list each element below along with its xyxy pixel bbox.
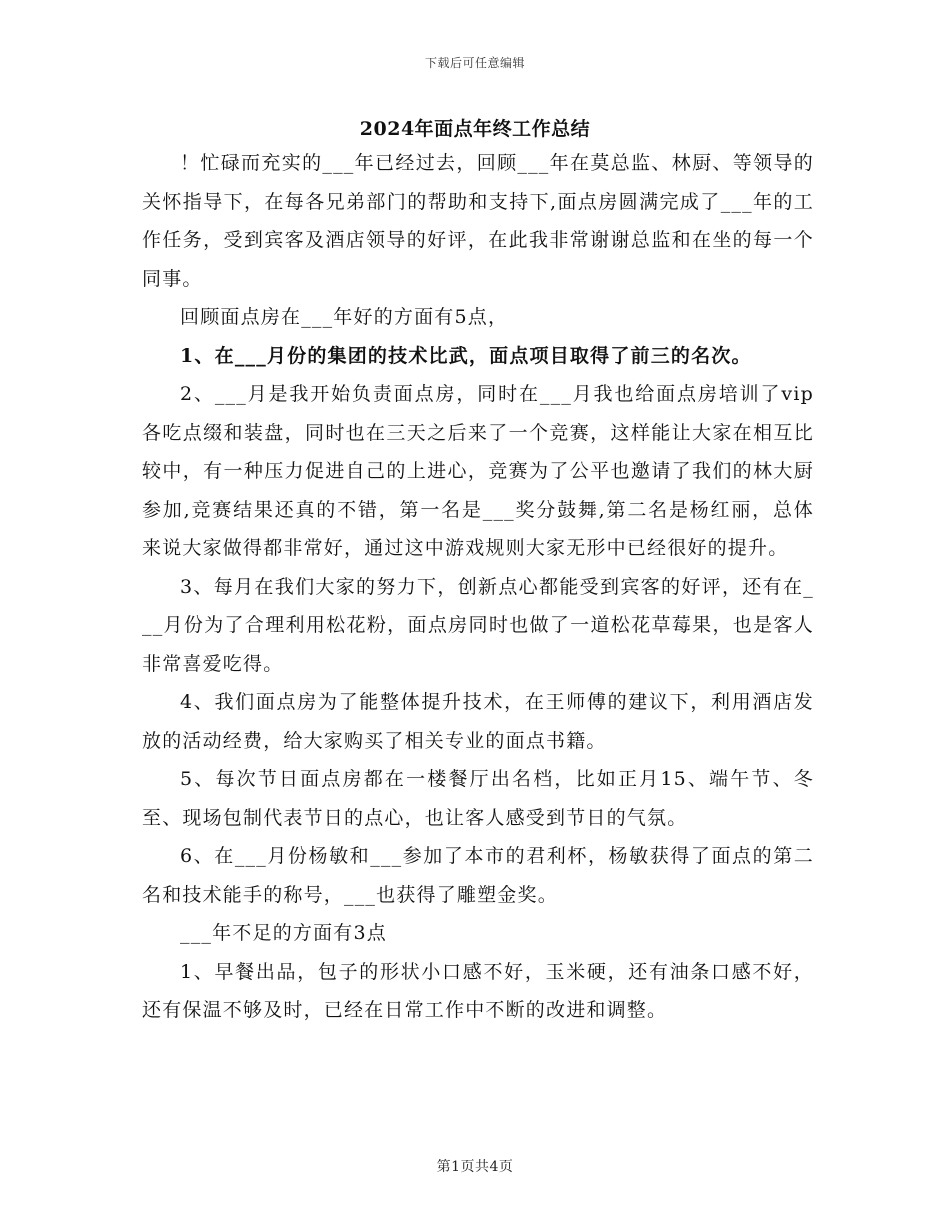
- document-body: [142, 144, 814, 1030]
- header-note: 下载后可任意编辑: [424, 56, 525, 70]
- paragraph-point-1: 1、在___月份的集团的技术比武，面点项目取得了前三的名次。: [180, 344, 752, 367]
- paragraph-point-5: 5、每次节日面点房都在一楼餐厅出名档，比如正月15、端午节、冬至、现场包制代表节日的点心，也让客人感受到节日的气氛。: [142, 768, 814, 829]
- paragraph-good-points-heading: 回顾面点房在___年好的方面有5点，: [180, 306, 509, 328]
- paragraph-point-2: 2、___月是我开始负责面点房，同时在___月我也给面点房培训了vip各吃点缀和装盘，同时也在三天之后来了一个竞赛，这样能让大家在相互比较中，有一种压力促进自己的上进心，竞赛为了公平也邀请了我们的林大厨参加,竞赛结果还真的不错，第一名是___奖分鼓舞,第二名是杨红丽，总体来说大家做得都非常好，通过这中游戏规则大家无形中已经很好的提升。: [142, 383, 814, 559]
- paragraph-point-3: 3、每月在我们大家的努力下，创新点心都能受到宾客的好评，还有在___月份为了合理利用松花粉，面点房同时也做了一道松花草莓果，也是客人非常喜爱吃得。: [142, 575, 814, 675]
- page-number: 第1页共4页: [436, 1159, 514, 1175]
- paragraph-point-4: 4、我们面点房为了能整体提升技术，在王师傅的建议下，利用酒店发放的活动经费，给大家购买了相关专业的面点书籍。: [142, 691, 814, 752]
- paragraph-shortcoming-1: 1、早餐出品，包子的形状小口感不好，玉米硬，还有油条口感不好，还有保温不够及时，已经在日常工作中不断的改进和调整。: [142, 960, 814, 1021]
- paragraph-point-6: 6、在___月份杨敏和___参加了本市的君利杯，杨敏获得了面点的第二名和技术能手的称号，___也获得了雕塑金奖。: [142, 845, 814, 906]
- paragraph-intro: ！忙碌而充实的___年已经过去，回顾___年在莫总监、林厨、等领导的关怀指导下，在每各兄弟部门的帮助和支持下,面点房圆满完成了___年的工作任务，受到宾客及酒店领导的好评，在此我非常谢谢总监和在坐的每一个同事。: [142, 152, 814, 290]
- paragraph-shortcomings-heading: ___年不足的方面有3点: [180, 922, 387, 944]
- document-title: 2024年面点年终工作总结: [359, 118, 591, 140]
